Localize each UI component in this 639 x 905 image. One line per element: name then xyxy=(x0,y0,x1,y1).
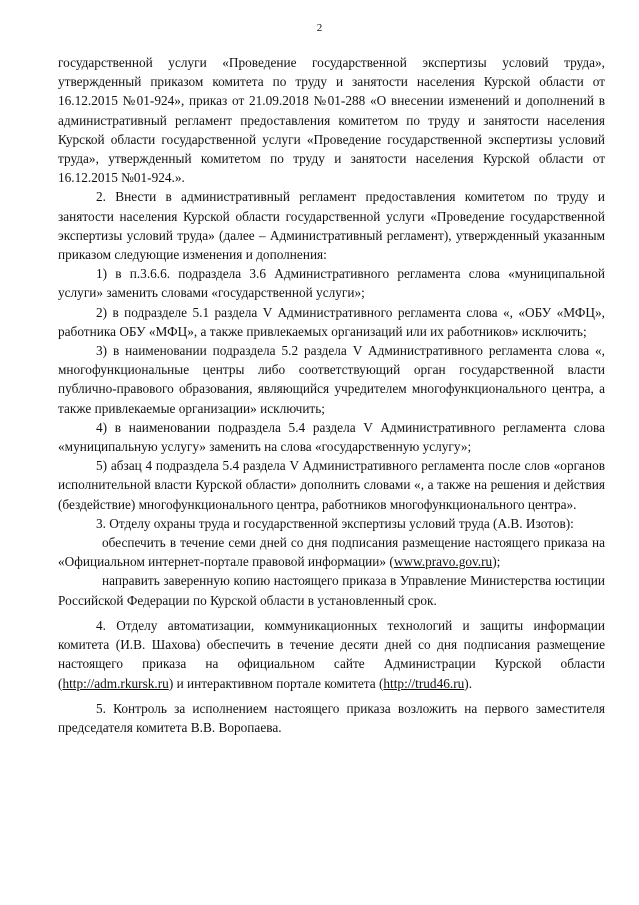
item-4-end: ). xyxy=(464,675,473,691)
pravo-link[interactable]: www.pravo.gov.ru xyxy=(393,554,493,570)
paragraph-item-2: 2. Внести в административный регламент предоставления комитетом по труду и занятости населения Курской области государственной услуги «Проведение государственной экспертизы условий труда» (далее – Административный регламент), утвержденный указанным приказом следующие изменения и дополнения: xyxy=(58,189,605,263)
paragraph-item-3-publish xyxy=(58,533,605,571)
paragraph-subitem-3: 3) в наименовании подраздела 5.2 раздела V Административного регламента слова «, многофункциональные центры либо соответствующий орган государственной власти публично-правового образования, являющийся учредителем многофункционального центра, а также привлекаемые организации» исключить; xyxy=(58,343,605,416)
item-4-text: 4. Отделу автоматизации, коммуникационных технологий и защиты информации комитета (И.В. Шахова) обеспечить в течение десяти дней со дня подписания размещение настоящего приказа на официальном сайте Администрации Курской области ( xyxy=(58,617,605,691)
item-3-publish-end: ); xyxy=(492,554,501,570)
paragraph-item-3: 3. Отделу охраны труда и государственной экспертизы условий труда (А.В. Изотов): xyxy=(96,515,574,531)
paragraph-item-3-send: направить заверенную копию настоящего приказа в Управление Министерства юстиции Российской Федерации по Курской области в установленный срок. xyxy=(58,573,605,608)
paragraph-subitem-5: 5) абзац 4 подраздела 5.4 раздела V Административного регламента после слов «органов исполнительной власти Курской области» дополнить словами «, а также на решения и действия (бездействие) многофункционального центра, работников многофункционального центра». xyxy=(58,458,605,512)
item-3-publish-text: обеспечить в течение семи дней со дня подписания размещение настоящего приказа на «Официальном интернет-портале правовой информации» ( xyxy=(58,535,605,570)
paragraph-continuation: государственной услуги «Проведение государственной экспертизы условий труда», утвержденный приказом комитета по труду и занятости населения Курской области от 16.12.2015 №01-924», приказ от 21.09.2018 №01-288 «О внесении изменений и дополнений в административный регламент предоставления комитетом по труду и занятости населения Курской области государственной услуги «Проведение государственной экспертизы условий труда», утвержденный комитетом по труду и занятости населения Курской области от 16.12.2015 №01-924.». xyxy=(58,55,605,186)
page-number: 2 xyxy=(316,22,323,34)
item-4-middle: ) и интерактивном портале комитета ( xyxy=(168,675,384,691)
paragraph-item-5: 5. Контроль за исполнением настоящего приказа возложить на первого заместителя председателя комитета В.В. Воропаева. xyxy=(58,700,605,735)
document-body xyxy=(58,53,605,737)
paragraph-subitem-2: 2) в подразделе 5.1 раздела V Административного регламента слова «, «ОБУ «МФЦ», работника ОБУ «МФЦ», а также привлекаемых организаций или их работников» исключить; xyxy=(58,304,605,339)
paragraph-subitem-1: 1) в п.3.6.6. подраздела 3.6 Административного регламента слова «муниципальной услуги» заменить словами «государственной услуги»; xyxy=(58,266,605,301)
paragraph-subitem-4: 4) в наименовании подраздела 5.4 раздела V Административного регламента слова «муниципальную услугу» заменить на слова «государственную услугу»; xyxy=(58,419,605,455)
paragraph-item-4 xyxy=(58,616,605,693)
adm-rkursk-link[interactable]: http://adm.rkursk.ru xyxy=(62,675,169,691)
trud46-link[interactable]: http://trud46.ru xyxy=(383,675,465,691)
